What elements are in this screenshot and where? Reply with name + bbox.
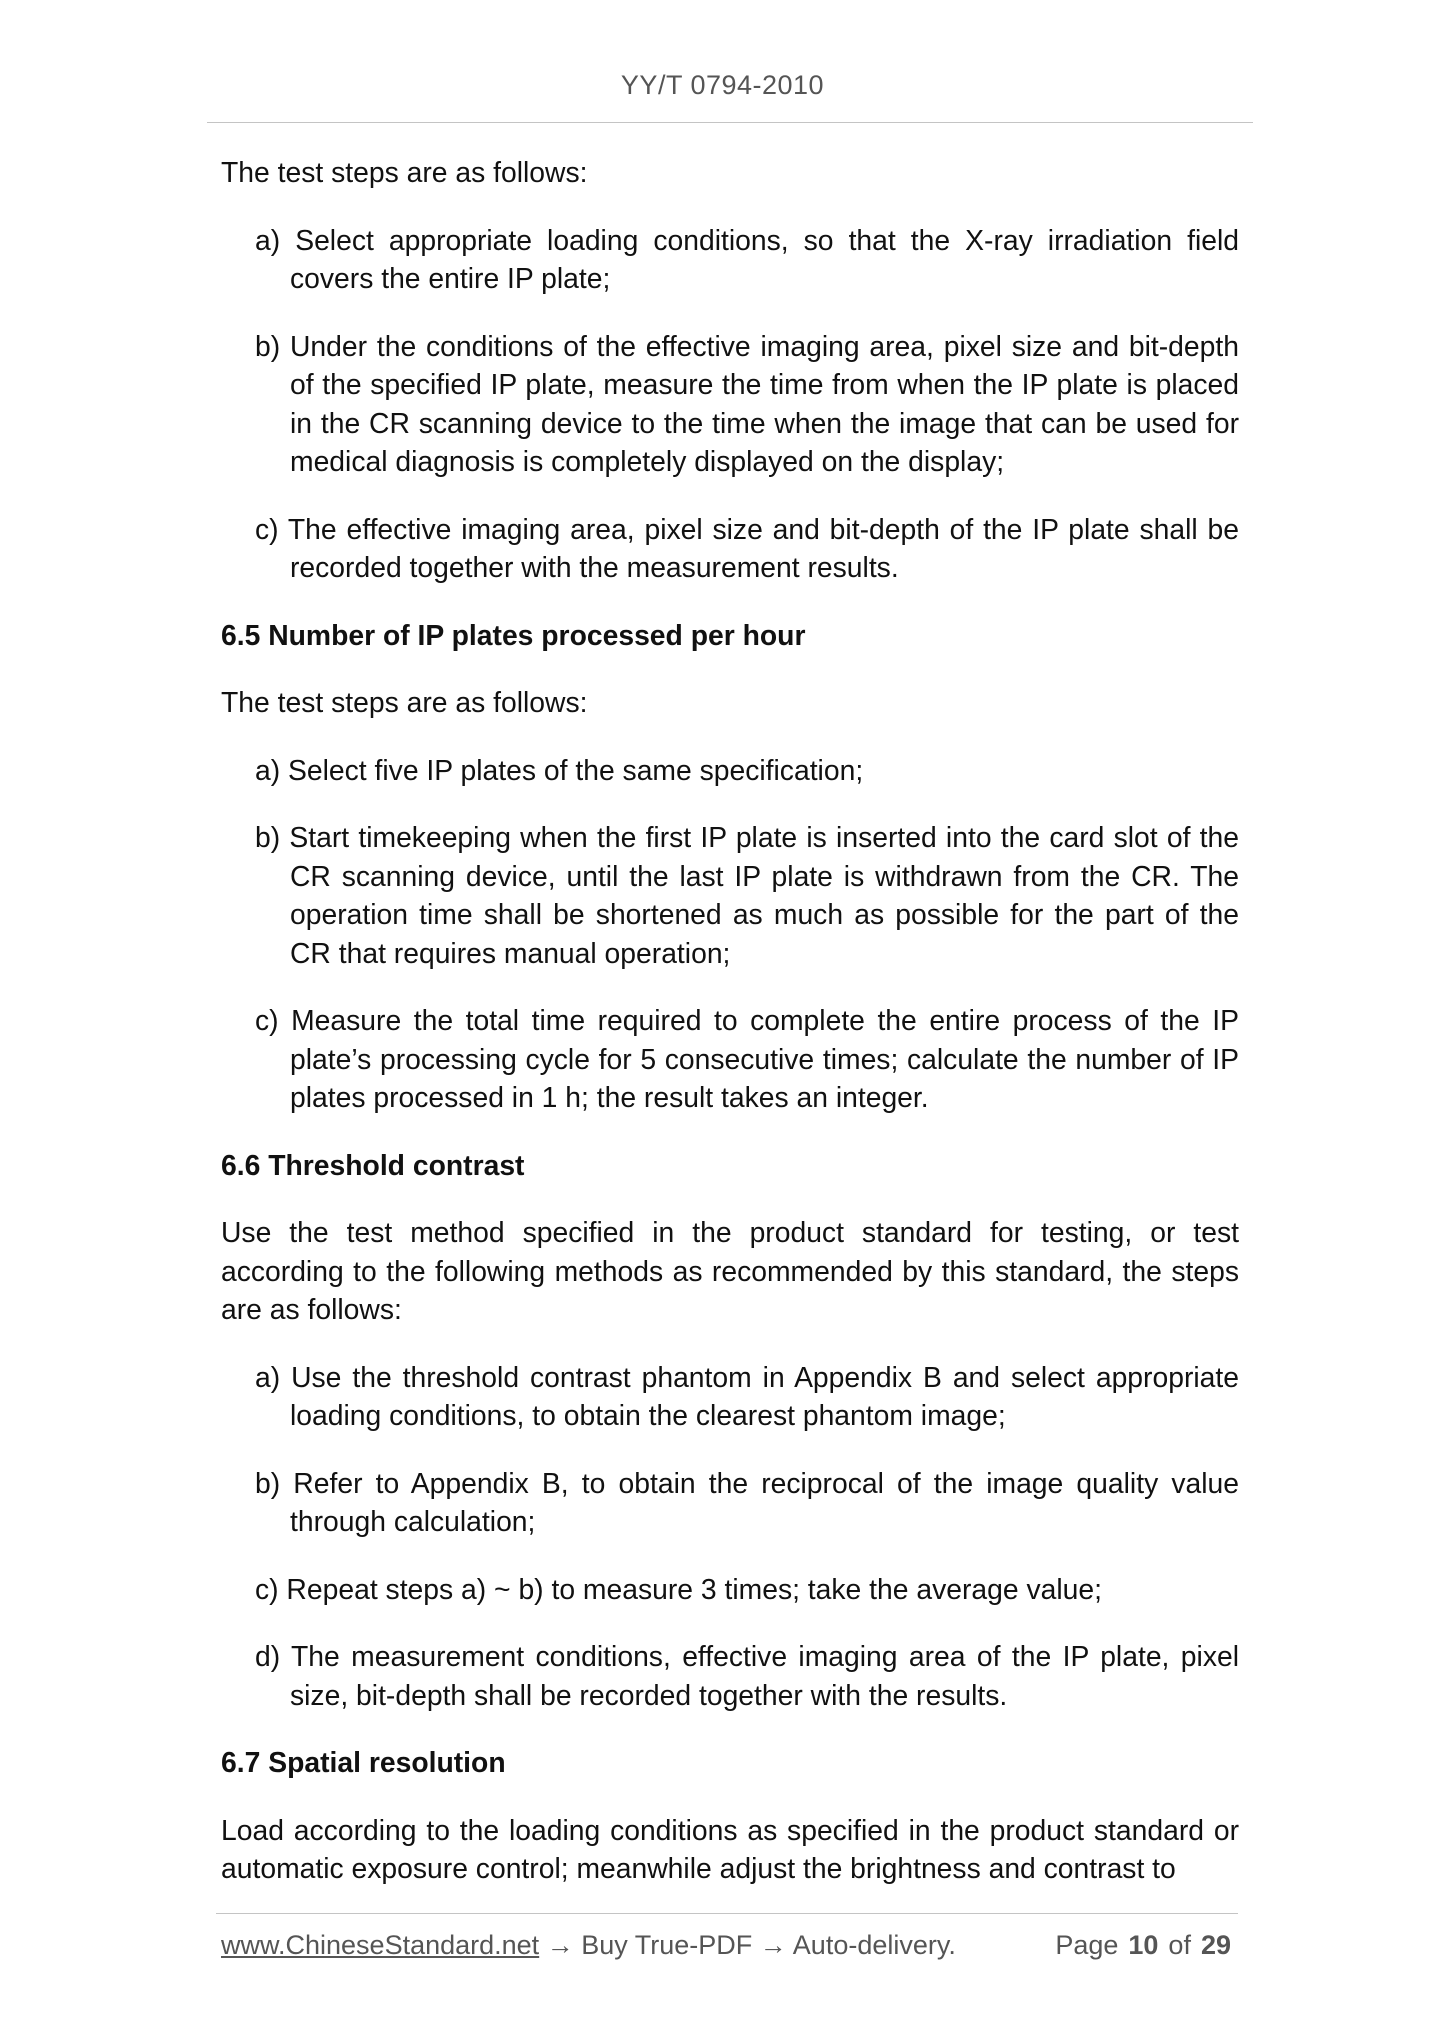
list-item: b) Refer to Appendix B, to obtain the reciprocal of the image quality value through calculation; [255,1466,1239,1537]
section-intro: The test steps are as follows: [221,686,588,718]
site-link[interactable]: www.ChineseStandard.net [221,1930,540,1960]
list-item: a) Select five IP plates of the same specification; [255,753,864,786]
document-body [221,153,1239,1917]
footer-links [221,1930,956,1961]
list-item: a) Select appropriate loading conditions, so that the X-ray irradiation field covers the entire IP plate; [255,223,1239,294]
section-intro: Load according to the loading conditions as specified in the product standard or automatic exposure control; meanwhile adjust the brightness and contrast to [221,1813,1239,1884]
footer-divider [216,1913,1238,1914]
total-pages: 29 [1200,1930,1231,1960]
page-label: Page [1055,1930,1119,1960]
list-item: c) Repeat steps a) ~ b) to measure 3 times; take the average value; [255,1572,1102,1605]
section-heading: 6.6 Threshold contrast [221,1148,525,1181]
section-heading: 6.7 Spatial resolution [221,1746,506,1778]
arrow-right-icon: → [546,1930,574,1960]
header-divider [207,122,1253,123]
list-item: d) The measurement conditions, effective imaging area of the IP plate, pixel size, bit-depth shall be recorded together with the results. [255,1640,1239,1711]
list-item: b) Start timekeeping when the first IP plate is inserted into the card slot of the CR scanning device, until the last IP plate is withdrawn from the CR. The operation time shall be shortened as much as possible for the part of the CR that requires manual operation; [255,821,1239,969]
document-header-title: YY/T 0794-2010 [620,70,825,100]
auto-delivery-text: Auto-delivery. [792,1930,956,1960]
page-indicator [1055,1930,1231,1961]
page-number: 10 [1128,1930,1159,1960]
list-item: a) Use the threshold contrast phantom in Appendix B and select appropriate loading conditions, to obtain the clearest phantom image; [255,1360,1239,1431]
arrow-right-icon: → [759,1930,787,1960]
list-item: c) Measure the total time required to complete the entire process of the IP plate’s processing cycle for 5 consecutive times; calculate the number of IP plates processed in 1 h; the result takes an integer. [255,1004,1239,1113]
of-label: of [1168,1930,1191,1960]
list-item: b) Under the conditions of the effective imaging area, pixel size and bit-depth of the specified IP plate, measure the time from when the IP plate is placed in the CR scanning device to the time when the image that can be used for medical diagnosis is completely displayed on the display; [255,329,1239,477]
section-intro: Use the test method specified in the product standard for testing, or test according to the following methods as recommended by this standard, the steps are as follows: [221,1216,1239,1325]
list-item: c) The effective imaging area, pixel size and bit-depth of the IP plate shall be recorded together with the measurement results. [255,512,1239,583]
section-intro: The test steps are as follows: [221,156,588,188]
buy-pdf-text: Buy True-PDF [581,1930,753,1960]
section-heading: 6.5 Number of IP plates processed per hour [221,618,806,651]
